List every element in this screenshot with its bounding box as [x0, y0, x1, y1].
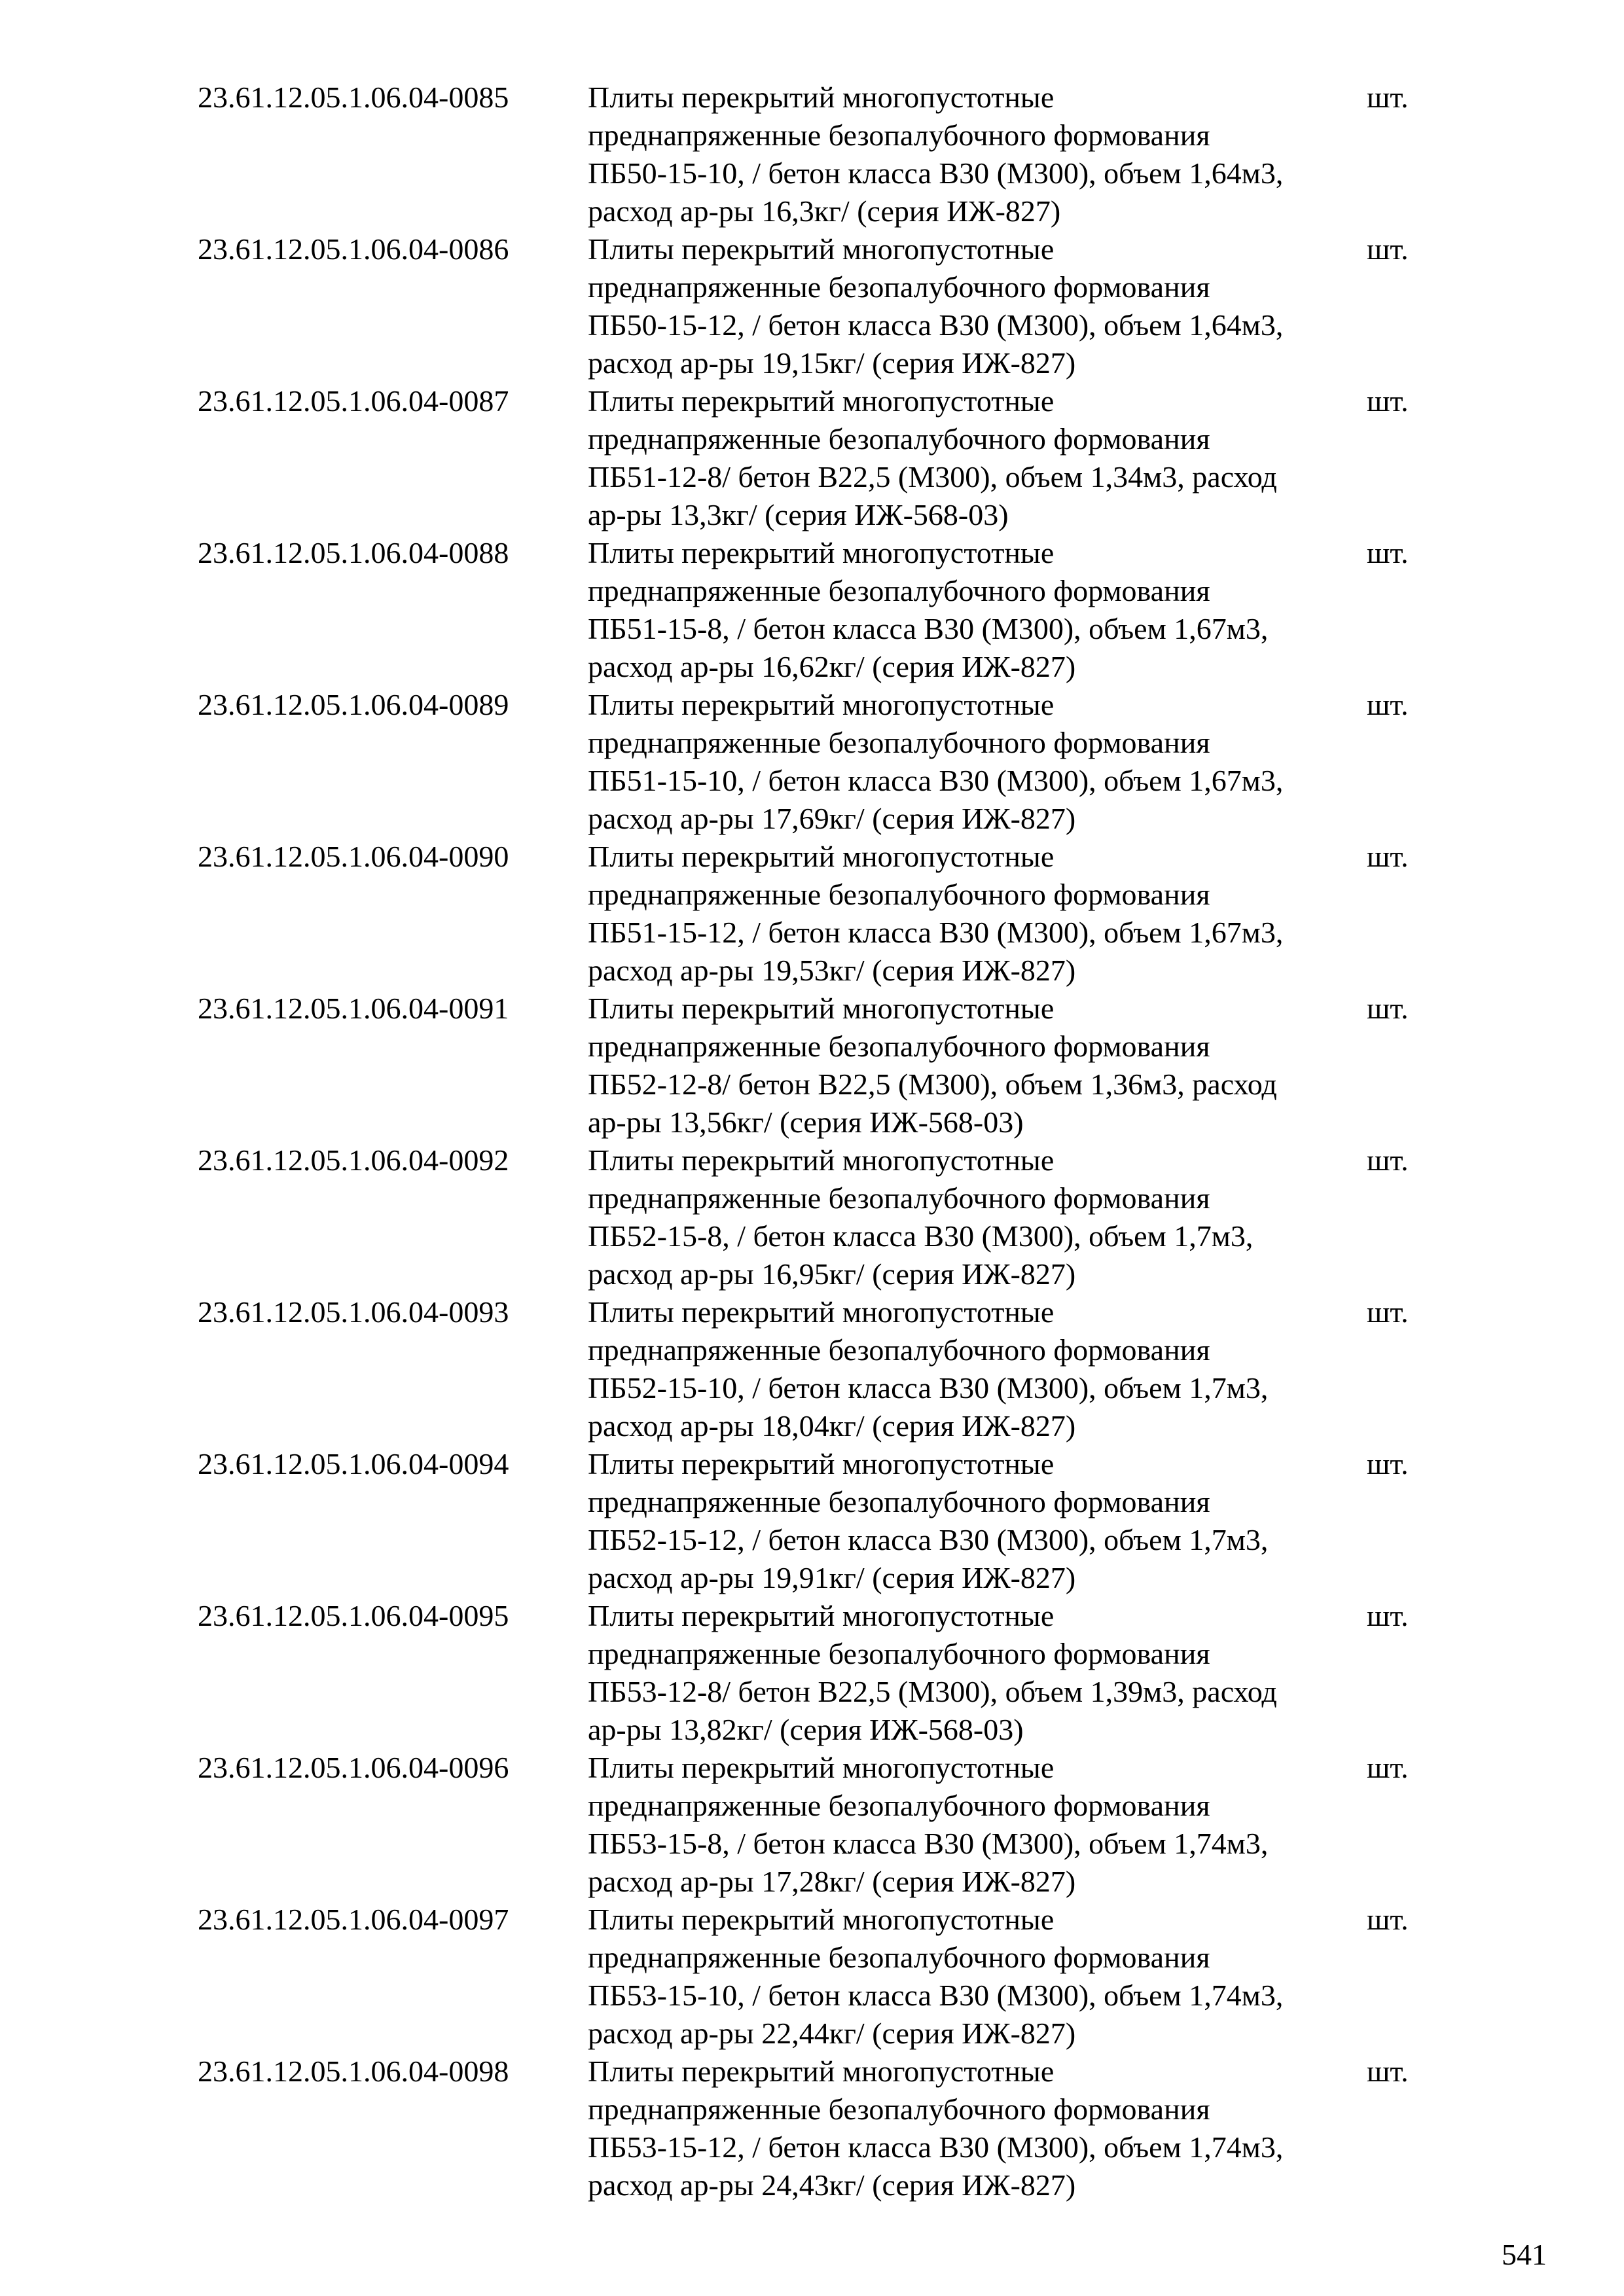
- description-line: ПБ53-15-12, / бетон класса В30 (М300), объем 1,74м3,: [588, 2130, 1284, 2164]
- description-line: ПБ51-12-8/ бетон В22,5 (М300), объем 1,34м3, расход: [588, 460, 1277, 493]
- resource-code: 23.61.12.05.1.06.04-0092: [198, 1143, 509, 1177]
- resource-description: [588, 79, 1393, 230]
- resource-code: 23.61.12.05.1.06.04-0093: [198, 1295, 509, 1329]
- resource-description: [588, 2053, 1393, 2204]
- table-row: [0, 2053, 1624, 2204]
- resource-description: [588, 838, 1393, 990]
- description-line: ПБ51-15-10, / бетон класса В30 (М300), объем 1,67м3,: [588, 764, 1284, 797]
- description-line: Плиты перекрытий многопустотные: [588, 1447, 1055, 1480]
- description-line: ПБ51-15-8, / бетон класса В30 (М300), объем 1,67м3,: [588, 612, 1269, 645]
- unit-of-measure: шт.: [1367, 2054, 1409, 2088]
- table-row: [0, 1141, 1624, 1293]
- resource-description: [588, 990, 1393, 1141]
- resource-code: 23.61.12.05.1.06.04-0090: [198, 840, 509, 873]
- resource-code: 23.61.12.05.1.06.04-0087: [198, 384, 509, 418]
- table-row: [0, 1597, 1624, 1749]
- description-line: ар-ры 13,3кг/ (серия ИЖ-568-03): [588, 498, 1009, 531]
- description-line: Плиты перекрытий многопустотные: [588, 536, 1055, 569]
- resource-description: [588, 1445, 1393, 1597]
- description-line: расход ар-ры 17,28кг/ (серия ИЖ-827): [588, 1865, 1076, 1898]
- description-line: преднапряженные безопалубочного формования: [588, 118, 1210, 152]
- page-number: 541: [1502, 2238, 1547, 2271]
- description-line: расход ар-ры 16,62кг/ (серия ИЖ-827): [588, 650, 1076, 683]
- description-line: расход ар-ры 18,04кг/ (серия ИЖ-827): [588, 1409, 1076, 1443]
- description-line: Плиты перекрытий многопустотные: [588, 81, 1055, 114]
- description-line: Плиты перекрытий многопустотные: [588, 232, 1055, 266]
- resource-description: [588, 382, 1393, 534]
- resource-description: [588, 1749, 1393, 1901]
- description-line: преднапряженные безопалубочного формования: [588, 1181, 1210, 1215]
- table-row: [0, 382, 1624, 534]
- resource-code: 23.61.12.05.1.06.04-0089: [198, 688, 509, 721]
- description-line: Плиты перекрытий многопустотные: [588, 688, 1055, 721]
- price-list-table: [0, 79, 1624, 2204]
- description-line: преднапряженные безопалубочного формования: [588, 878, 1210, 911]
- description-line: расход ар-ры 16,3кг/ (серия ИЖ-827): [588, 194, 1061, 228]
- description-line: ПБ52-12-8/ бетон В22,5 (М300), объем 1,36м3, расход: [588, 1067, 1277, 1101]
- resource-description: [588, 1901, 1393, 2053]
- description-line: ПБ50-15-12, / бетон класса В30 (М300), объем 1,64м3,: [588, 308, 1284, 342]
- description-line: Плиты перекрытий многопустотные: [588, 384, 1055, 418]
- table-row: [0, 1293, 1624, 1445]
- description-line: преднапряженные безопалубочного формования: [588, 2092, 1210, 2126]
- resource-code: 23.61.12.05.1.06.04-0088: [198, 536, 509, 569]
- description-line: преднапряженные безопалубочного формования: [588, 1941, 1210, 1974]
- resource-description: [588, 1293, 1393, 1445]
- description-line: ПБ53-15-10, / бетон класса В30 (М300), объем 1,74м3,: [588, 1979, 1284, 2012]
- unit-of-measure: шт.: [1367, 1295, 1409, 1329]
- description-line: Плиты перекрытий многопустотные: [588, 992, 1055, 1025]
- description-line: преднапряженные безопалубочного формования: [588, 1333, 1210, 1367]
- resource-description: [588, 534, 1393, 686]
- description-line: расход ар-ры 17,69кг/ (серия ИЖ-827): [588, 802, 1076, 835]
- resource-code: 23.61.12.05.1.06.04-0096: [198, 1751, 509, 1784]
- resource-description: [588, 230, 1393, 382]
- description-line: ПБ52-15-8, / бетон класса В30 (М300), объем 1,7м3,: [588, 1219, 1254, 1253]
- description-line: ар-ры 13,82кг/ (серия ИЖ-568-03): [588, 1713, 1024, 1746]
- description-line: Плиты перекрытий многопустотные: [588, 1903, 1055, 1936]
- description-line: Плиты перекрытий многопустотные: [588, 1295, 1055, 1329]
- description-line: расход ар-ры 16,95кг/ (серия ИЖ-827): [588, 1257, 1076, 1291]
- description-line: ПБ52-15-12, / бетон класса В30 (М300), объем 1,7м3,: [588, 1523, 1269, 1556]
- description-line: преднапряженные безопалубочного формования: [588, 574, 1210, 607]
- description-line: Плиты перекрытий многопустотные: [588, 1143, 1055, 1177]
- description-line: расход ар-ры 19,15кг/ (серия ИЖ-827): [588, 346, 1076, 380]
- table-row: [0, 838, 1624, 990]
- resource-code: 23.61.12.05.1.06.04-0095: [198, 1599, 509, 1632]
- description-line: расход ар-ры 19,53кг/ (серия ИЖ-827): [588, 954, 1076, 987]
- description-line: преднапряженные безопалубочного формования: [588, 1789, 1210, 1822]
- description-line: ПБ53-15-8, / бетон класса В30 (М300), объем 1,74м3,: [588, 1827, 1269, 1860]
- resource-code: 23.61.12.05.1.06.04-0085: [198, 81, 509, 114]
- description-line: Плиты перекрытий многопустотные: [588, 840, 1055, 873]
- description-line: ПБ50-15-10, / бетон класса В30 (М300), объем 1,64м3,: [588, 156, 1284, 190]
- resource-code: 23.61.12.05.1.06.04-0094: [198, 1447, 509, 1480]
- description-line: преднапряженные безопалубочного формования: [588, 1485, 1210, 1518]
- description-line: ПБ51-15-12, / бетон класса В30 (М300), объем 1,67м3,: [588, 916, 1284, 949]
- unit-of-measure: шт.: [1367, 992, 1409, 1025]
- description-line: ПБ53-12-8/ бетон В22,5 (М300), объем 1,39м3, расход: [588, 1675, 1277, 1708]
- description-line: расход ар-ры 24,43кг/ (серия ИЖ-827): [588, 2168, 1076, 2202]
- description-line: преднапряженные безопалубочного формования: [588, 1030, 1210, 1063]
- description-line: Плиты перекрытий многопустотные: [588, 2054, 1055, 2088]
- unit-of-measure: шт.: [1367, 688, 1409, 721]
- table-row: [0, 990, 1624, 1141]
- description-line: расход ар-ры 22,44кг/ (серия ИЖ-827): [588, 2017, 1076, 2050]
- unit-of-measure: шт.: [1367, 384, 1409, 418]
- description-line: преднапряженные безопалубочного формования: [588, 726, 1210, 759]
- unit-of-measure: шт.: [1367, 1143, 1409, 1177]
- description-line: Плиты перекрытий многопустотные: [588, 1751, 1055, 1784]
- description-line: преднапряженные безопалубочного формования: [588, 422, 1210, 456]
- unit-of-measure: шт.: [1367, 81, 1409, 114]
- resource-code: 23.61.12.05.1.06.04-0091: [198, 992, 509, 1025]
- table-row: [0, 534, 1624, 686]
- resource-code: 23.61.12.05.1.06.04-0098: [198, 2054, 509, 2088]
- description-line: ПБ52-15-10, / бетон класса В30 (М300), объем 1,7м3,: [588, 1371, 1269, 1405]
- unit-of-measure: шт.: [1367, 1751, 1409, 1784]
- unit-of-measure: шт.: [1367, 536, 1409, 569]
- unit-of-measure: шт.: [1367, 1903, 1409, 1936]
- unit-of-measure: шт.: [1367, 1447, 1409, 1480]
- resource-description: [588, 1141, 1393, 1293]
- resource-description: [588, 686, 1393, 838]
- table-row: [0, 1445, 1624, 1597]
- unit-of-measure: шт.: [1367, 1599, 1409, 1632]
- description-line: ар-ры 13,56кг/ (серия ИЖ-568-03): [588, 1105, 1024, 1139]
- unit-of-measure: шт.: [1367, 840, 1409, 873]
- description-line: преднапряженные безопалубочного формования: [588, 270, 1210, 304]
- description-line: Плиты перекрытий многопустотные: [588, 1599, 1055, 1632]
- table-row: [0, 1749, 1624, 1901]
- description-line: преднапряженные безопалубочного формования: [588, 1637, 1210, 1670]
- resource-code: 23.61.12.05.1.06.04-0086: [198, 232, 509, 266]
- table-row: [0, 1901, 1624, 2053]
- unit-of-measure: шт.: [1367, 232, 1409, 266]
- table-row: [0, 79, 1624, 230]
- description-line: расход ар-ры 19,91кг/ (серия ИЖ-827): [588, 1561, 1076, 1594]
- table-row: [0, 686, 1624, 838]
- resource-code: 23.61.12.05.1.06.04-0097: [198, 1903, 509, 1936]
- resource-description: [588, 1597, 1393, 1749]
- table-row: [0, 230, 1624, 382]
